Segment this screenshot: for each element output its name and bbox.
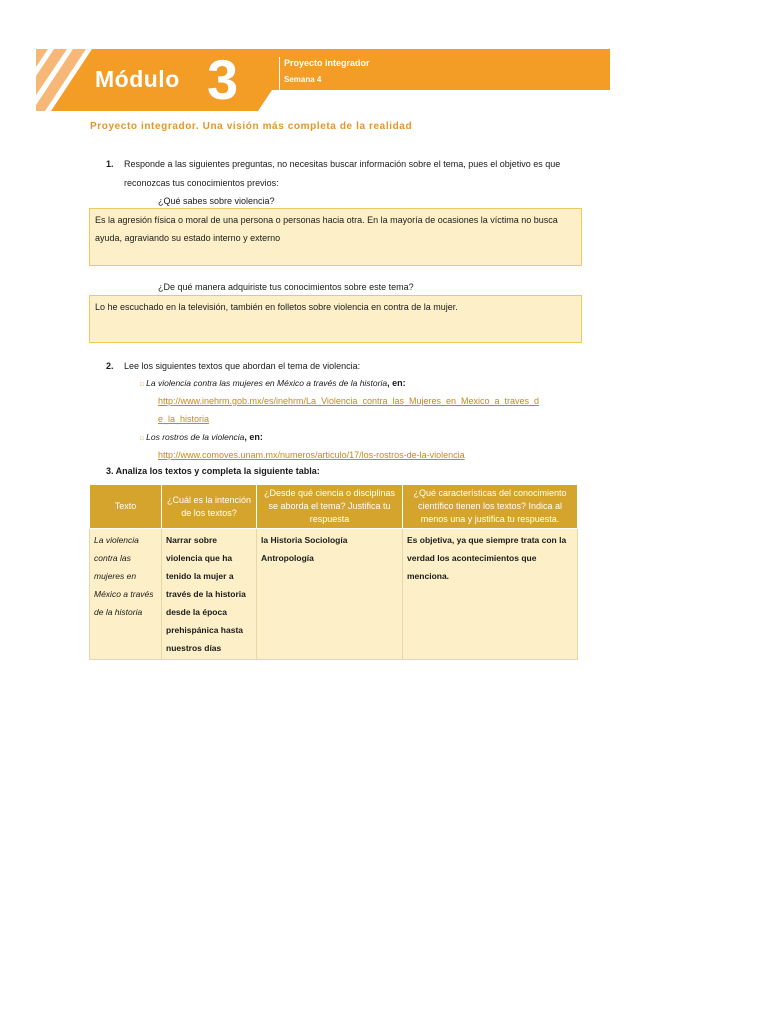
- header-texto: Texto: [90, 485, 162, 529]
- cell-caracteristicas[interactable]: Es objetiva, ya que siempre trata con la verdad los acontecimientos que menciona.: [403, 529, 578, 660]
- bullet-icon: □: [140, 382, 144, 388]
- table-header-row: [90, 485, 578, 529]
- cell-disciplinas[interactable]: la Historia Sociología Antropología: [257, 529, 403, 660]
- reference-2-title: Los rostros de la violencia: [146, 432, 245, 442]
- reference-2: [140, 432, 263, 442]
- reference-1-title: La violencia contra las mujeres en México a través de la historia: [146, 378, 388, 388]
- module-word: Módulo: [95, 66, 180, 92]
- reference-2-link[interactable]: http://www.comoves.unam.mx/numeros/articulo/17/los-rostros-de-la-violencia: [158, 450, 465, 460]
- answer-1-line1: Es la agresión física o moral de una persona o personas hacia otra. En la mayoría de ocasiones la víctima no busca: [95, 215, 558, 225]
- analysis-table: [89, 484, 578, 660]
- reference-1-suffix: , en:: [387, 378, 406, 388]
- question-2: ¿De qué manera adquiriste tus conocimientos sobre este tema?: [158, 282, 414, 292]
- cell-intencion[interactable]: Narrar sobre violencia que ha tenido la mujer a través de la historia desde la época prehispánica hasta nuestros días: [162, 529, 257, 660]
- reference-1: [140, 378, 406, 388]
- banner-divider: [279, 57, 280, 97]
- item1-text-line1: Responde a las siguientes preguntas, no necesitas buscar información sobre el tema, pues el objetivo es que: [124, 159, 561, 169]
- header-intencion: ¿Cuál es la intención de los textos?: [162, 485, 257, 529]
- reference-2-suffix: , en:: [244, 432, 263, 442]
- header-caracteristicas: ¿Qué características del conocimiento científico tienen los textos? Indica al menos una y justifica tu respuesta.: [403, 485, 578, 529]
- item3-text: 3. Analiza los textos y completa la siguiente tabla:: [106, 466, 320, 476]
- header-disciplinas: ¿Desde qué ciencia o disciplinas se aborda el tema? Justifica tu respuesta: [257, 485, 403, 529]
- item1-text-line2: reconozcas tus conocimientos previos:: [124, 178, 279, 188]
- answer-2-text: Lo he escuchado en la televisión, también en folletos sobre violencia en contra de la mujer.: [95, 302, 458, 312]
- module-number: 3: [207, 48, 239, 111]
- answer-box-2[interactable]: [89, 295, 582, 343]
- bullet-icon: □: [140, 436, 144, 442]
- cell-texto[interactable]: La violencia contra las mujeres en México a través de la historia: [90, 529, 162, 660]
- banner-week-label: Semana 4: [284, 75, 322, 84]
- table-row: [90, 529, 578, 660]
- document-title: Proyecto integrador. Una visión más completa de la realidad: [90, 121, 413, 132]
- banner-project-label: Proyecto integrador: [284, 58, 370, 68]
- item1-number: 1.: [106, 159, 114, 169]
- reference-1-link-cont[interactable]: e_la_historia: [158, 414, 210, 424]
- answer-1-line2: ayuda, agraviando su estado interno y externo: [95, 233, 281, 243]
- item2-text: Lee los siguientes textos que abordan el tema de violencia:: [124, 361, 361, 371]
- item2-number: 2.: [106, 361, 114, 371]
- reference-1-link[interactable]: http://www.inehrm.gob.mx/es/inehrm/La_Violencia_contra_las_Mujeres_en_Mexico_a_traves_d: [158, 396, 540, 406]
- answer-box-1[interactable]: [89, 208, 582, 266]
- question-1: ¿Qué sabes sobre violencia?: [158, 196, 275, 206]
